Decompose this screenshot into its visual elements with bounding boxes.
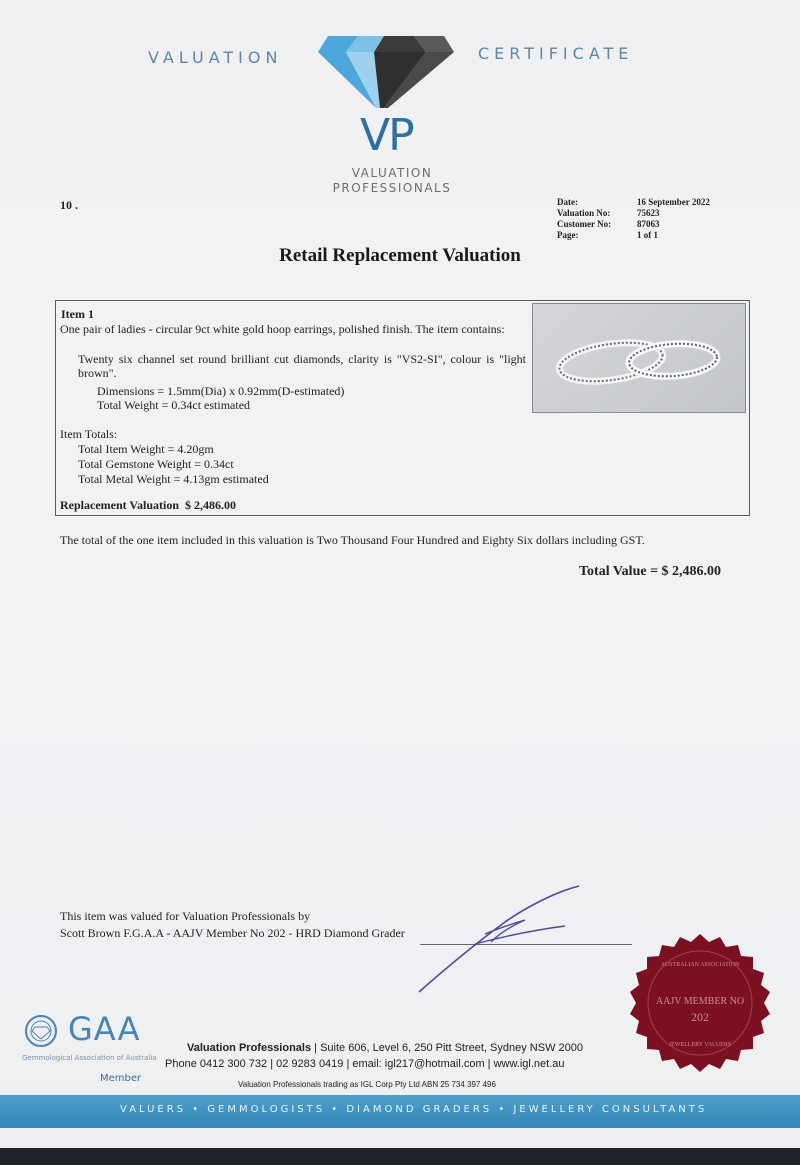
address-line-1 — [187, 1042, 583, 1054]
seal-top-text: AUSTRALIAN ASSOCIATION — [660, 962, 740, 968]
meta-value: 16 September 2022 — [637, 197, 710, 207]
document-title: Retail Replacement Valuation — [279, 245, 521, 266]
item-description: One pair of ladies - circular 9ct white gold hoop earrings, polished finish. The item contains: — [60, 322, 505, 336]
gaa-logo-text: GAA — [68, 1010, 141, 1048]
item-box — [55, 300, 750, 516]
meta-row-customer-no — [557, 219, 710, 230]
earrings-photo — [532, 303, 746, 413]
valuer-line-2: Scott Brown F.G.A.A - AAJV Member No 202 - HRD Diamond Grader — [60, 926, 405, 940]
item-stones: Twenty six channel set round brilliant cut diamonds, clarity is "VS2-SI", colour is "light brown". — [78, 352, 526, 380]
seal-middle-text: AAJV MEMBER NO — [655, 996, 745, 1007]
valuation-summary-text: The total of the one item included in this valuation is Two Thousand Four Hundred and Eighty Six dollars including GST. — [60, 533, 645, 547]
footer-services: VALUERS • GEMMOLOGISTS • DIAMOND GRADERS • JEWELLERY CONSULTANTS — [120, 1104, 708, 1115]
gaa-gem-icon — [23, 1014, 63, 1048]
gaa-member-label: Member — [100, 1073, 142, 1084]
header-right-word: CERTIFICATE — [478, 44, 634, 63]
meta-key: Page: — [557, 230, 579, 240]
diamond-logo-icon — [318, 30, 454, 110]
meta-row-page — [557, 230, 710, 241]
logo-subtitle-professionals: PROFESSIONALS — [332, 181, 452, 195]
meta-value: 87063 — [637, 219, 660, 229]
document-number: 10 . — [60, 198, 78, 212]
replacement-value: $ 2,486.00 — [185, 498, 237, 512]
vp-logo-letters: VP — [360, 110, 413, 161]
meta-key: Customer No: — [557, 219, 612, 229]
hoop-earrings-icon — [533, 304, 745, 412]
meta-row-valuation-no — [557, 208, 710, 219]
item-stone-weight: Total Weight = 0.34ct estimated — [97, 398, 251, 412]
header-left-word: VALUATION — [148, 48, 283, 67]
replacement-valuation-line — [60, 498, 236, 513]
street-address: | Suite 606, Level 6, 250 Pitt Street, Sydney NSW 2000 — [311, 1042, 583, 1054]
valuer-line-1: This item was valued for Valuation Professionals by — [60, 909, 311, 923]
valuation-meta — [557, 197, 710, 241]
contact-line: Phone 0412 300 732 | 02 9283 0419 | email: igl217@hotmail.com | www.igl.net.au — [165, 1058, 565, 1070]
seal-number: 202 — [691, 1010, 709, 1024]
meta-value: 75623 — [637, 208, 660, 218]
total-gemstone-weight: Total Gemstone Weight = 0.34ct — [78, 457, 234, 471]
total-metal-weight: Total Metal Weight = 4.13gm estimated — [78, 472, 269, 486]
seal-bottom-text: JEWELLERY VALUERS — [668, 1042, 732, 1048]
signature-icon — [415, 884, 585, 996]
company-name: Valuation Professionals — [187, 1042, 312, 1054]
abn-line: Valuation Professionals trading as IGL Corp Pty Ltd ABN 25 734 397 496 — [238, 1080, 496, 1089]
gaa-subtitle: Gemmological Association of Australia — [22, 1054, 157, 1062]
meta-value: 1 of 1 — [637, 230, 658, 240]
replacement-label: Replacement Valuation — [60, 498, 180, 512]
item-totals-heading: Item Totals: — [60, 427, 118, 441]
item-dimensions: Dimensions = 1.5mm(Dia) x 0.92mm(D-estimated) — [97, 384, 345, 398]
logo-subtitle-valuation: VALUATION — [351, 166, 433, 180]
meta-key: Date: — [557, 197, 578, 207]
aajv-seal-icon — [629, 932, 771, 1074]
meta-key: Valuation No: — [557, 208, 611, 218]
total-value: Total Value = $ 2,486.00 — [579, 564, 722, 579]
meta-row-date — [557, 197, 710, 208]
item-heading: Item 1 — [61, 307, 94, 321]
total-item-weight: Total Item Weight = 4.20gm — [78, 442, 214, 456]
